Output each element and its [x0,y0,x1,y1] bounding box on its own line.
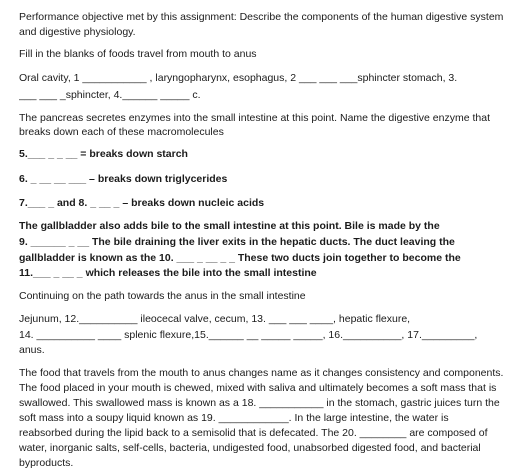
paragraph-line-1: The food that travels from the mouth to anus changes name as it changes consistency and components. [19,367,504,379]
intestine-path-line-3: anus. [19,344,45,356]
mouth-path-line-1: Oral cavity, 1 ___________ , laryngopharynx, esophagus, 2 ___ ___ ___sphincter stomach, 3. [19,72,458,84]
paragraph-line-7: byproducts. [19,457,74,469]
gallbladder-line-3: gallbladder is known as the 10. ___ _ __ _ _ These two ducts join together to become the [19,252,461,264]
paragraph-line-2: The food placed in your mouth is chewed, mixed with saliva and ultimately becomes a soft mass that is [19,382,497,394]
pancreas-intro-line-1: The pancreas secretes enzymes into the small intestine at this point. Name the digestive enzyme that [19,112,490,124]
paragraph-line-6: water, inorganic salts, self-cells, bacteria, undigested food, unabsorbed digested food, and bacterial [19,442,481,454]
continuing-heading: Continuing on the path towards the anus in the small intestine [19,290,306,302]
gallbladder-line-1: The gallbladder also adds bile to the small intestine at this point. Bile is made by the [19,220,440,232]
question-5: 5.___ _ _ __ = breaks down starch [19,148,188,160]
intestine-path-line-1: Jejunum, 12.__________ ileocecal valve, cecum, 13. ___ ___ ____, hepatic flexure, [19,313,411,325]
mouth-path-line-2: ___ ___ _sphincter, 4.______ _____ c. [19,89,201,101]
question-6: 6. _ __ __ ___ – breaks down triglycerides [19,173,228,185]
gallbladder-line-2: 9. ______ _ __ The bile draining the liver exits in the hepatic ducts. The duct leaving the [19,236,455,248]
intestine-path-line-2: 14. __________ ____ splenic flexure,15.______ __ _____ _____, 16.__________, 17._________, [19,329,478,341]
paragraph-line-5: reabsorbed during the lipid back to a semisolid that is defecated. The 20. ________ are composed of [19,427,488,439]
objective-line-1: Performance objective met by this assignment: Describe the components of the human digestive system [19,11,504,23]
pancreas-intro-line-2: breaks down each of these macromolecules [19,126,224,138]
objective-line-2: and digestive physiology. [19,26,136,38]
paragraph-line-4: soft mass into a soupy liquid known as 19. ____________. In the large intestine, the water is [19,412,449,424]
paragraph-line-3: swallowed. This swallowed mass is known as a 18. ___________ in the stomach, gastric juices turn the [19,397,500,409]
gallbladder-line-4: 11.___ _ __ _ which releases the bile into the small intestine [19,267,317,279]
question-7-8: 7.___ _ and 8. _ __ _ – breaks down nucleic acids [19,197,265,209]
fill-in-instructions: Fill in the blanks of foods travel from mouth to anus [19,48,257,60]
